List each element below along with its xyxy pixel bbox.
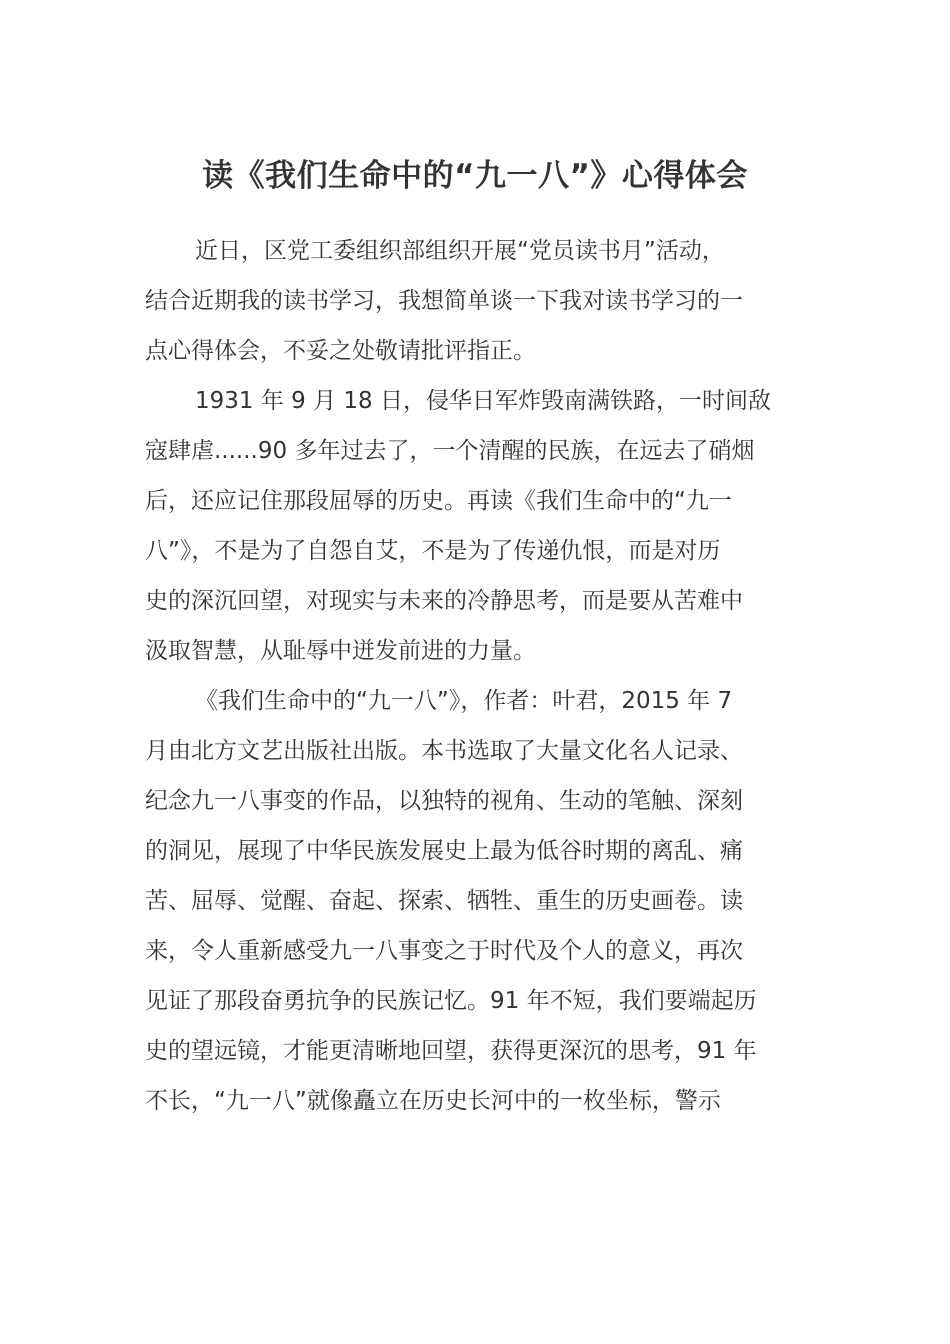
paragraph-line: 月由北方文艺出版社出版。本书选取了大量文化名人记录、 xyxy=(145,738,743,764)
paragraph-line: 结合近期我的读书学习，我想简单谈一下我对读书学习的一 xyxy=(145,288,743,314)
paragraph-2 xyxy=(145,376,810,676)
paragraph-line: 史的深沉回望，对现实与未来的冷静思考，而是要从苦难中 xyxy=(145,588,743,614)
paragraph-line: 八”》，不是为了自怨自艾，不是为了传递仇恨，而是对历 xyxy=(145,538,721,564)
paragraph-line: 来，令人重新感受九一八事变之于时代及个人的意义，再次 xyxy=(145,938,743,964)
paragraph-line: 见证了那段奋勇抗争的民族记忆。91 年不短，我们要端起历 xyxy=(145,988,757,1014)
paragraph-line: 汲取智慧，从耻辱中迸发前进的力量。 xyxy=(145,638,536,664)
paragraph-line: 史的望远镜，才能更清晰地回望，获得更深沉的思考，91 年 xyxy=(145,1038,757,1064)
paragraph-line: 近日，区党工委组织部组织开展“党员读书月”活动， xyxy=(195,238,725,264)
paragraph-line: 苦、屈辱、觉醒、奋起、探索、牺牲、重生的历史画卷。读 xyxy=(145,888,743,914)
document-body xyxy=(145,226,810,1126)
paragraph-line: 的洞见，展现了中华民族发展史上最为低谷时期的离乱、痛 xyxy=(145,838,743,864)
paragraph-line: 不长，“九一八”就像矗立在历史长河中的一枚坐标，警示 xyxy=(145,1088,721,1114)
paragraph-3 xyxy=(145,676,810,1126)
paragraph-line: 《我们生命中的“九一八”》，作者：叶君，2015 年 7 xyxy=(195,688,733,714)
paragraph-line: 寇肆虐......90 多年过去了，一个清醒的民族，在远去了硝烟 xyxy=(145,438,755,464)
paragraph-line: 后，还应记住那段屈辱的历史。再读《我们生命中的“九一 xyxy=(145,488,732,514)
paragraph-line: 点心得体会，不妥之处敬请批评指正。 xyxy=(145,338,536,364)
paragraph-line: 纪念九一八事变的作品，以独特的视角、生动的笔触、深刻 xyxy=(145,788,743,814)
paragraph-1 xyxy=(145,226,810,376)
paragraph-line: 1931 年 9 月 18 日，侵华日军炸毁南满铁路，一时间敌 xyxy=(195,388,771,414)
document-title: 读《我们生命中的“九一八”》心得体会 xyxy=(202,158,748,194)
